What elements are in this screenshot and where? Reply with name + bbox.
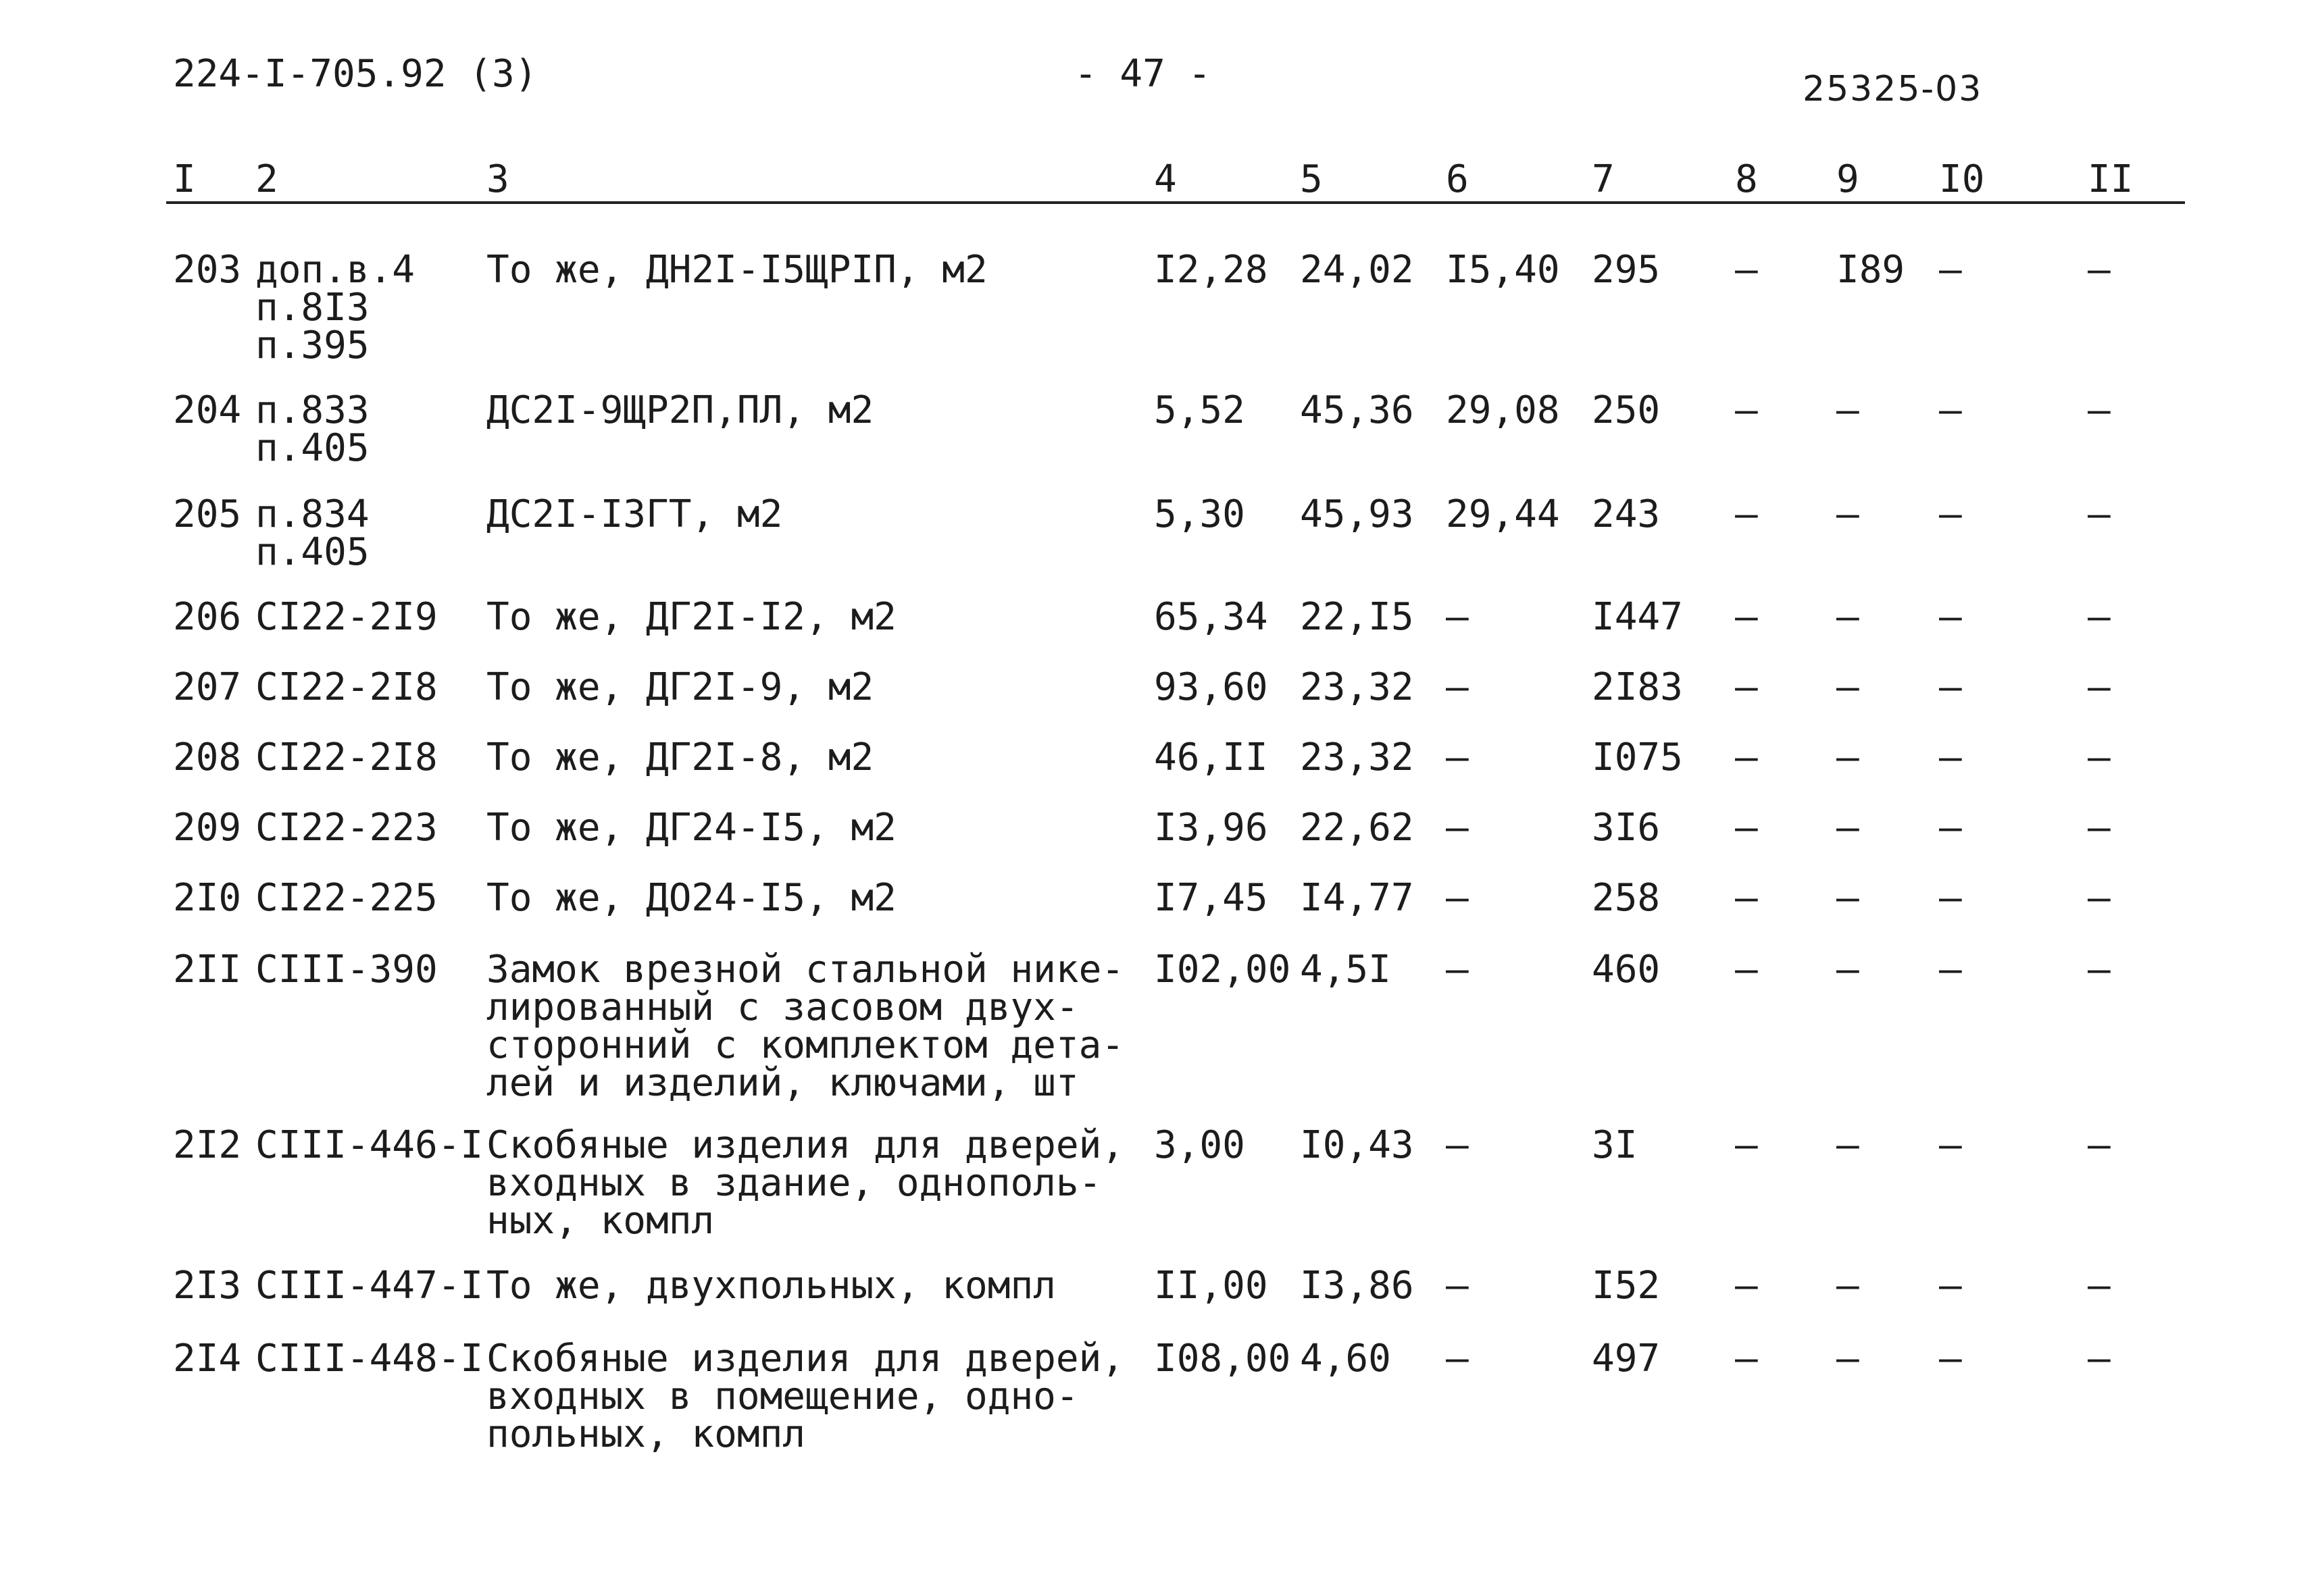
row-col-7: 2I83 bbox=[1592, 665, 1683, 709]
row-col-7: 3I bbox=[1592, 1123, 1638, 1167]
row-reference: СIII-446-I bbox=[255, 1123, 484, 1167]
row-col-4: 65,34 bbox=[1154, 595, 1268, 639]
row-col-6: – bbox=[1446, 1264, 1469, 1308]
row-description: То же, ДГ24-I5, м2 bbox=[486, 806, 897, 850]
row-col-7: I52 bbox=[1592, 1264, 1661, 1308]
row-col-8: – bbox=[1735, 806, 1758, 850]
row-col-11: – bbox=[2088, 248, 2111, 292]
row-col-11: – bbox=[2088, 1264, 2111, 1308]
row-description: То же, ДГ2I-9, м2 bbox=[486, 665, 874, 709]
column-header-9: 9 bbox=[1836, 157, 1859, 201]
row-number: 2II bbox=[173, 948, 242, 992]
row-col-7: 295 bbox=[1592, 248, 1661, 292]
row-reference: СIII-448-I bbox=[255, 1337, 484, 1381]
row-col-11: – bbox=[2088, 1123, 2111, 1167]
row-col-6: – bbox=[1446, 595, 1469, 639]
row-col-5: I0,43 bbox=[1300, 1123, 1414, 1167]
row-col-9: – bbox=[1836, 1264, 1859, 1308]
row-col-8: – bbox=[1735, 876, 1758, 920]
row-description: Скобяные изделия для дверей, входных в помещение, одно- польных, компл bbox=[486, 1337, 1125, 1456]
row-col-8: – bbox=[1735, 665, 1758, 709]
row-reference: СI22-223 bbox=[255, 806, 438, 850]
row-col-4: 46,II bbox=[1154, 736, 1268, 779]
row-col-5: 45,93 bbox=[1300, 492, 1414, 536]
row-col-8: – bbox=[1735, 388, 1758, 432]
row-description: Замок врезной стальной нике- лированный с засовом двух- сторонний с комплектом дета- лей и изделий, ключами, шт bbox=[486, 948, 1125, 1105]
row-col-5: 4,5I bbox=[1300, 948, 1391, 992]
row-col-8: – bbox=[1735, 1264, 1758, 1308]
row-col-7: I075 bbox=[1592, 736, 1683, 779]
row-reference: п.834 п.405 bbox=[255, 492, 370, 574]
row-description: ДС2I-I3ГТ, м2 bbox=[486, 492, 783, 536]
row-col-6: – bbox=[1446, 665, 1469, 709]
row-description: Скобяные изделия для дверей, входных в здание, однополь- ных, компл bbox=[486, 1123, 1125, 1243]
row-description: ДС2I-9ЩР2П,ПЛ, м2 bbox=[486, 388, 874, 432]
row-reference: СI22-225 bbox=[255, 876, 438, 920]
row-col-6: – bbox=[1446, 1337, 1469, 1381]
row-col-5: 23,32 bbox=[1300, 736, 1414, 779]
document-code: 224-I-705.92 (3) bbox=[173, 52, 538, 96]
row-col-4: II,00 bbox=[1154, 1264, 1268, 1308]
row-description: То же, ДГ2I-8, м2 bbox=[486, 736, 874, 779]
row-col-11: – bbox=[2088, 492, 2111, 536]
row-col-5: I4,77 bbox=[1300, 876, 1414, 920]
row-col-4: I3,96 bbox=[1154, 806, 1268, 850]
row-number: 205 bbox=[173, 492, 242, 536]
row-reference: п.833 п.405 bbox=[255, 388, 370, 470]
row-col-10: – bbox=[1939, 806, 1962, 850]
row-col-10: – bbox=[1939, 736, 1962, 779]
row-col-9: – bbox=[1836, 665, 1859, 709]
row-col-7: 460 bbox=[1592, 948, 1661, 992]
row-col-5: 23,32 bbox=[1300, 665, 1414, 709]
row-col-4: 3,00 bbox=[1154, 1123, 1245, 1167]
row-col-7: 250 bbox=[1592, 388, 1661, 432]
row-col-10: – bbox=[1939, 248, 1962, 292]
row-col-8: – bbox=[1735, 736, 1758, 779]
row-col-7: 3I6 bbox=[1592, 806, 1661, 850]
archive-number: 25325-03 bbox=[1803, 69, 1983, 109]
column-header-4: 4 bbox=[1154, 157, 1177, 201]
column-header-6: 6 bbox=[1446, 157, 1469, 201]
row-col-11: – bbox=[2088, 595, 2111, 639]
row-col-8: – bbox=[1735, 492, 1758, 536]
row-number: 2I0 bbox=[173, 876, 242, 920]
row-col-8: – bbox=[1735, 1337, 1758, 1381]
row-col-11: – bbox=[2088, 876, 2111, 920]
column-header-5: 5 bbox=[1300, 157, 1323, 201]
row-col-6: I5,40 bbox=[1446, 248, 1560, 292]
row-number: 206 bbox=[173, 595, 242, 639]
row-col-6: – bbox=[1446, 1123, 1469, 1167]
row-col-7: 497 bbox=[1592, 1337, 1661, 1381]
row-col-6: – bbox=[1446, 948, 1469, 992]
row-description: То же, ДО24-I5, м2 bbox=[486, 876, 897, 920]
row-col-9: – bbox=[1836, 1337, 1859, 1381]
row-col-9: – bbox=[1836, 595, 1859, 639]
row-col-10: – bbox=[1939, 388, 1962, 432]
row-number: 203 bbox=[173, 248, 242, 292]
row-number: 208 bbox=[173, 736, 242, 779]
row-number: 204 bbox=[173, 388, 242, 432]
row-col-6: – bbox=[1446, 806, 1469, 850]
row-col-9: – bbox=[1836, 948, 1859, 992]
row-col-8: – bbox=[1735, 595, 1758, 639]
row-description: То же, ДГ2I-I2, м2 bbox=[486, 595, 897, 639]
row-col-10: – bbox=[1939, 492, 1962, 536]
row-col-4: 5,30 bbox=[1154, 492, 1245, 536]
row-col-11: – bbox=[2088, 1337, 2111, 1381]
row-col-10: – bbox=[1939, 665, 1962, 709]
row-description: То же, двухпольных, компл bbox=[486, 1264, 1056, 1308]
row-col-11: – bbox=[2088, 736, 2111, 779]
row-col-6: 29,08 bbox=[1446, 388, 1560, 432]
row-number: 209 bbox=[173, 806, 242, 850]
row-col-5: 45,36 bbox=[1300, 388, 1414, 432]
row-col-11: – bbox=[2088, 388, 2111, 432]
row-number: 207 bbox=[173, 665, 242, 709]
row-col-9: – bbox=[1836, 736, 1859, 779]
row-col-10: – bbox=[1939, 1337, 1962, 1381]
row-col-10: – bbox=[1939, 595, 1962, 639]
row-number: 2I3 bbox=[173, 1264, 242, 1308]
row-col-5: 22,I5 bbox=[1300, 595, 1414, 639]
column-header-11: II bbox=[2088, 157, 2134, 201]
row-col-11: – bbox=[2088, 806, 2111, 850]
row-col-10: – bbox=[1939, 876, 1962, 920]
row-reference: СI22-2I9 bbox=[255, 595, 438, 639]
row-col-4: 5,52 bbox=[1154, 388, 1245, 432]
row-col-5: I3,86 bbox=[1300, 1264, 1414, 1308]
row-reference: СIII-390 bbox=[255, 948, 438, 992]
row-col-9: I89 bbox=[1836, 248, 1905, 292]
row-description: То же, ДН2I-I5ЩРIП, м2 bbox=[486, 248, 988, 292]
row-col-9: – bbox=[1836, 388, 1859, 432]
row-col-9: – bbox=[1836, 876, 1859, 920]
column-header-7: 7 bbox=[1592, 157, 1615, 201]
row-col-6: – bbox=[1446, 736, 1469, 779]
row-col-10: – bbox=[1939, 1264, 1962, 1308]
row-reference: СIII-447-I bbox=[255, 1264, 484, 1308]
row-col-4: I08,00 bbox=[1154, 1337, 1291, 1381]
column-header-3: 3 bbox=[486, 157, 509, 201]
row-col-7: 243 bbox=[1592, 492, 1661, 536]
page-number: - 47 - bbox=[1074, 52, 1211, 96]
row-col-8: – bbox=[1735, 1123, 1758, 1167]
row-col-10: – bbox=[1939, 1123, 1962, 1167]
column-header-8: 8 bbox=[1735, 157, 1758, 201]
row-col-4: I7,45 bbox=[1154, 876, 1268, 920]
row-col-8: – bbox=[1735, 248, 1758, 292]
row-reference: доп.в.4 п.8I3 п.395 bbox=[255, 248, 416, 367]
row-col-7: I447 bbox=[1592, 595, 1683, 639]
row-col-6: 29,44 bbox=[1446, 492, 1560, 536]
row-col-4: 93,60 bbox=[1154, 665, 1268, 709]
row-col-10: – bbox=[1939, 948, 1962, 992]
column-header-2: 2 bbox=[255, 157, 278, 201]
row-col-9: – bbox=[1836, 1123, 1859, 1167]
row-number: 2I4 bbox=[173, 1337, 242, 1381]
row-col-9: – bbox=[1836, 492, 1859, 536]
column-header-10: I0 bbox=[1939, 157, 1985, 201]
row-col-5: 24,02 bbox=[1300, 248, 1414, 292]
row-col-5: 4,60 bbox=[1300, 1337, 1391, 1381]
row-col-11: – bbox=[2088, 948, 2111, 992]
row-col-11: – bbox=[2088, 665, 2111, 709]
row-col-5: 22,62 bbox=[1300, 806, 1414, 850]
row-reference: СI22-2I8 bbox=[255, 736, 438, 779]
row-col-7: 258 bbox=[1592, 876, 1661, 920]
row-col-6: – bbox=[1446, 876, 1469, 920]
row-col-9: – bbox=[1836, 806, 1859, 850]
row-reference: СI22-2I8 bbox=[255, 665, 438, 709]
row-col-8: – bbox=[1735, 948, 1758, 992]
column-header-1: I bbox=[173, 157, 196, 201]
row-col-4: I02,00 bbox=[1154, 948, 1291, 992]
row-number: 2I2 bbox=[173, 1123, 242, 1167]
row-col-4: I2,28 bbox=[1154, 248, 1268, 292]
